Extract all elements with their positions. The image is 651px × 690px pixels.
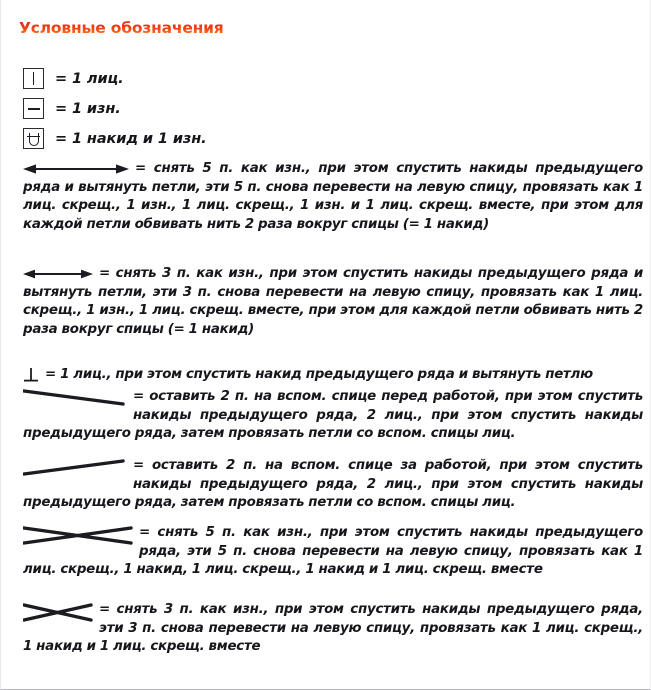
boxed-vertical-bar-symbol: [23, 68, 44, 89]
legend-entry-cable-front-text: [23, 388, 643, 444]
legend-row-purl: [23, 98, 121, 119]
legend-entry-cross3: [23, 601, 643, 657]
wide-cross-cable-symbol: [23, 524, 133, 548]
legend-entry-cable-back-body: = оставить 2 п. на вспом. спице за работой, при этом спустить накиды предыдущего ряда, 2 лиц., при этом спустить накиды предыдущего ряда, затем провязать петли со вспом. спицы лиц.: [23, 458, 643, 511]
legend-entry-cable-back-text: [23, 457, 643, 513]
legend-entry-cross5-text: [23, 524, 643, 580]
legend-entry-slip5: [23, 160, 643, 234]
legend-content: [1, 0, 651, 690]
legend-entry-cross5: [23, 524, 643, 580]
legend-entry-drop-yarnover-text: [23, 366, 643, 385]
double-headed-arrow-long-symbol: [23, 160, 129, 178]
legend-entry-slip3-text: [23, 265, 643, 339]
legend-entry-cable-front-body: = оставить 2 п. на вспом. спице перед работой, при этом спустить накиды предыдущего ряда, 2 лиц., при этом спустить накиды предыдущего ряда, затем провязать петли со вспом. спицы лиц.: [23, 389, 643, 442]
legend-entry-cross3-text: [23, 601, 643, 657]
perpendicular-symbol: [23, 366, 39, 383]
legend-label-knit: = 1 лиц.: [55, 70, 124, 87]
legend-entry-slip5-text: [23, 160, 643, 234]
legend-entry-cable-back: [23, 457, 643, 513]
narrow-cross-cable-symbol: [23, 601, 93, 625]
diagonal-line-descending-symbol: [23, 388, 127, 408]
legend-entry-cross5-body: = снять 5 п. как изн., при этом спустить накиды предыдущего ряда, эти 5 п. снова перевести на левую спицу, провязать как 1 лиц. скрещ., 1 накид, 1 лиц. скрещ., 1 накид и 1 лиц. скрещ. вместе: [23, 525, 643, 578]
legend-entry-cable-front: [23, 388, 643, 444]
legend-entry-cross3-body: = снять 3 п. как изн., при этом спустить накиды предыдущего ряда, эти 3 п. снова перевести на левую спицу, провязать как 1 лиц. скрещ., 1 накид и 1 лиц. скрещ. вместе: [23, 602, 643, 655]
legend-entry-slip3: [23, 265, 643, 339]
legend-entry-drop-yarnover-body: = 1 лиц., при этом спустить накид предыдущего ряда и вытянуть петлю: [45, 367, 593, 382]
legend-label-yarnover-purl: = 1 накид и 1 изн.: [55, 130, 207, 147]
legend-entry-slip3-body: = снять 3 п. как изн., при этом спустить накиды предыдущего ряда и вытянуть петли, эти 3 п. снова перевести на левую спицу, провязать как 1 лиц. скрещ., 1 изн., 1 лиц. скрещ. вместе, при этом для каждой петли обвивать нить 2 раза вокруг спицы (= 1 накид): [23, 266, 643, 337]
legend-entry-drop-yarnover: [23, 366, 643, 385]
diagonal-line-ascending-symbol: [23, 457, 127, 477]
legend-entry-slip5-body: = снять 5 п. как изн., при этом спустить накиды предыдущего ряда и вытянуть петли, эти 5 п. снова перевести на левую спицу, провязать как 1 лиц. скрещ., 1 изн., 1 лиц. скрещ., 1 изн. и 1 лиц. скрещ. вместе, при этом для каждой петли обвивать нить 2 раза вокруг спицы (= 1 накид): [23, 161, 643, 232]
boxed-horizontal-bar-symbol: [23, 98, 44, 119]
page-title: Условные обозначения: [19, 19, 224, 37]
legend-row-knit: [23, 68, 124, 89]
double-headed-arrow-short-symbol: [23, 265, 93, 283]
legend-label-purl: = 1 изн.: [55, 100, 121, 117]
boxed-yarn-over-purl-symbol: [23, 128, 44, 149]
legend-row-yarnover-purl: [23, 128, 207, 149]
